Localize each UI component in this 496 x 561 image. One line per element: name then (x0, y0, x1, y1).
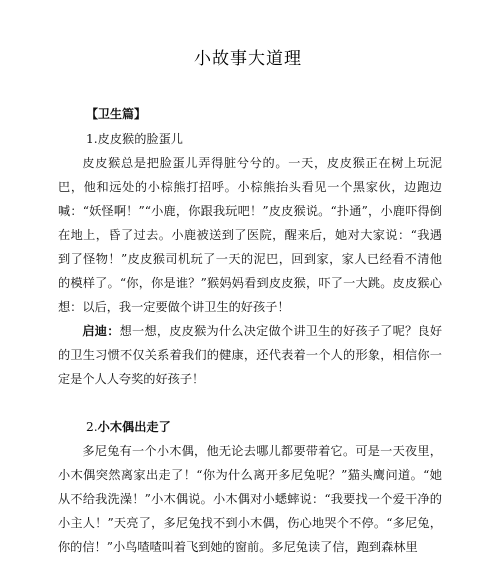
paragraph-gap (58, 391, 442, 415)
story-2-title-text: 小木偶出走了 (97, 420, 171, 434)
story-2-body: 多尼兔有一个小木偶，他无论去哪儿都要带着它。可是一天夜里，小木偶突然离家出走了！“你为什么离开多尼兔呢？”猫头鹰问道。“她从不给我洗澡！”小木偶说。小木偶对小蟋蟀说：“我要找一个爱干净的小主人！”天亮了，多尼兔找不到小木偶，伤心地哭个不停。“多尼兔，你的信！”小鸟喳喳叫着飞到她的窗前。多尼兔读了信，跑到森林里 (58, 444, 442, 554)
story-1-moral (58, 319, 442, 391)
document-title: 小故事大道理 (194, 49, 302, 69)
section-heading: 【卫生篇】 (86, 107, 147, 121)
story-1-number: 1. (86, 132, 98, 146)
story-2-number: 2. (86, 420, 98, 434)
story-1-title (86, 127, 442, 151)
moral-label: 启迪： (82, 324, 120, 338)
story-1-body: 皮皮猴总是把脸蛋儿弄得脏兮兮的。一天，皮皮猴正在树上玩泥巴，他和远处的小棕熊打招呼。小棕熊抬头看见一个黑家伙，边跑边喊：“妖怪啊！”“小鹿，你跟我玩吧！”皮皮猴说。“扑通”，小鹿吓得倒在地上，昏了过去。小鹿被送到了医院，醒来后，她对大家说：“我遇到了怪物！”皮皮猴司机玩了一天的泥巴，回到家，家人已经看不清他的模样了。“你，你是谁？”猴妈妈看到皮皮猴，吓了一大跳。皮皮猴心想：以后，我一定要做个讲卫生的好孩子！ (58, 156, 442, 314)
moral-text: 想一想，皮皮猴为什么决定做个讲卫生的好孩子了呢？良好的卫生习惯不仅关系着我们的健康，还代表着一个人的形象，相信你一定是个人人夸奖的好孩子！ (58, 324, 443, 386)
document-body (58, 101, 442, 559)
story-1-title-text: 皮皮猴的脸蛋儿 (97, 132, 183, 146)
story-2-title (86, 415, 442, 439)
